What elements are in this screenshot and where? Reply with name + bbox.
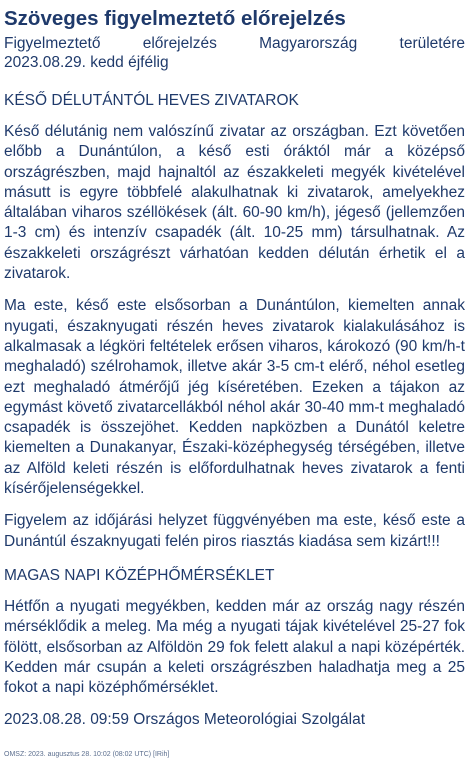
subtitle-line-2: 2023.08.29. kedd éjfélig (4, 54, 169, 71)
subtitle-word: Magyarország (259, 35, 358, 52)
page-title: Szöveges figyelmeztető előrejelzés (4, 7, 346, 30)
footer-timestamp: OMSZ: 2023. augusztus 28. 10:02 (08:02 UTC) [IRih] (4, 751, 170, 758)
paragraph-severe-thunderstorms: Ma este, késő este elsősorban a Dunántúlon, kiemelten annak nyugati, északnyugati részén heves zivatarok kialakulásához is alkalmasak a légköri feltételek erősen viharos, károkozó (90 km/h-t meghaladó) szélrohamok, illetve akár 3-5 cm-t elérő, néhol esetleg ezt meghaladó átmérőjű jég kíséretében. Ezeken a tájakon az egymást követő zivatarcellákból néhol akár 30-40 mm-t meghaladó csapadék is összejöhet. Kedden napközben a Dunától keletre kiemelten a Dunakanyar, Északi-középhegység térségében, illetve az Alföld keleti részén is előfordulhatnak heves zivatarok a fenti kísérőjelenségekkel. (4, 297, 465, 498)
subtitle-line-1 (4, 34, 465, 53)
issued-timestamp: 2023.08.28. 09:59 Országos Meteorológiai Szolgálat (4, 711, 366, 729)
subtitle-word: előrejelzés (142, 35, 217, 52)
paragraph-temperature: Hétfőn a nyugati megyékben, kedden már az ország nagy részén mérséklődik a meleg. Ma még a nyugati tájak kivételével 25-27 fok fölött, elsősorban az Alföldön 29 fok felett alakul a napi középérték. Kedden már csupán a keleti országrészben haladhatja meg a 25 fokot a napi középhőmérséklet. (4, 597, 465, 697)
section-heading-temperature: MAGAS NAPI KÖZÉPHŐMÉRSÉKLET (4, 566, 275, 584)
paragraph-thunderstorm-overview: Késő délutánig nem valószínű zivatar az országban. Ezt követően előbb a Dunántúlon, a késő esti óráktól már a középső országrészben, majd hajnaltól az északkeleti megyék kivételével másutt is egyre többfelé alakulhatnak ki zivatarok, amelyekhez általában viharos széllökések (ált. 60-90 km/h), jégeső (jellemzően 1-3 cm) és intenzív csapadék (ált. 10-25 mm) társulhatnak. Az északkeleti országrészt várhatóan kedden délután érhetik el a zivatarok. (4, 123, 465, 283)
warning-forecast-page (4, 6, 465, 729)
subtitle-word: területére (399, 35, 465, 52)
forecast-subtitle (4, 34, 465, 72)
section-heading-thunderstorms: KÉSŐ DÉLUTÁNTÓL HEVES ZIVATAROK (4, 92, 299, 109)
paragraph-red-alert-notice: Figyelem az időjárási helyzet függvényében ma este, késő este a Dunántúl északnyugati felén piros riasztás kiadása sem kizárt!!! (4, 512, 465, 550)
subtitle-word: Figyelmeztető (4, 35, 101, 52)
